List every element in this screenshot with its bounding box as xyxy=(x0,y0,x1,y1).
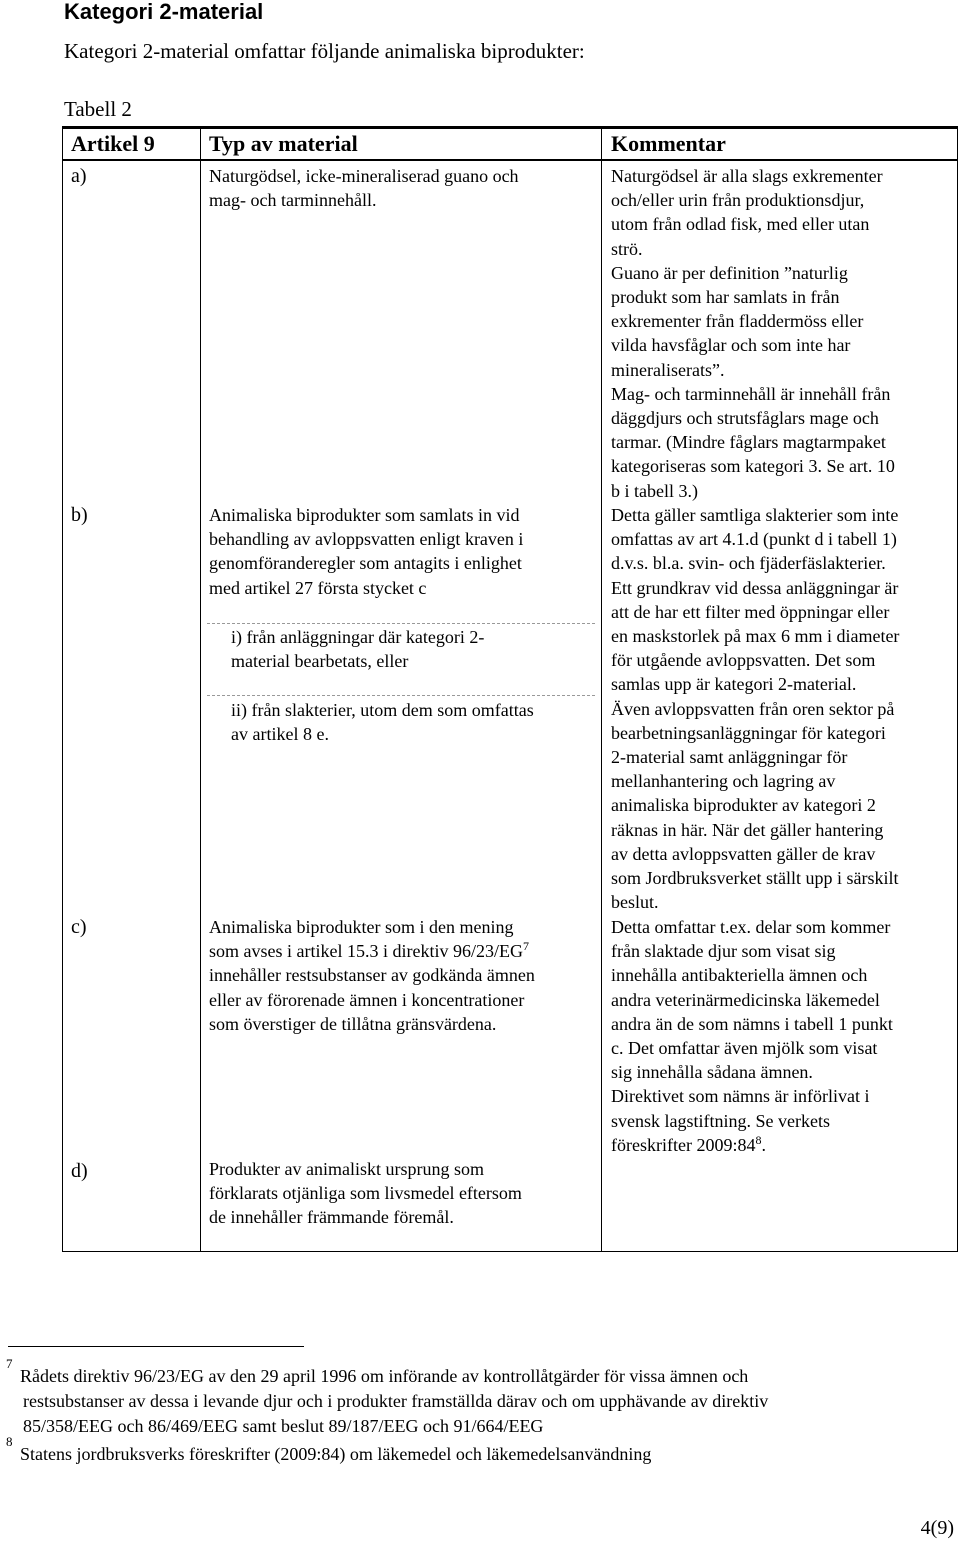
page-number: 4(9) xyxy=(920,1517,954,1539)
text-line: Ett grundkrav vid dessa anläggningar är xyxy=(611,577,899,598)
row-b-material xyxy=(209,503,523,600)
text-line: andra veterinärmedicinska läkemedel xyxy=(611,989,880,1010)
text-line: innehålla antibakteriella ämnen och xyxy=(611,965,868,986)
footnote-8-text: Statens jordbruksverks föreskrifter (2009:84) om läkemedel och läkemedelsanvändning xyxy=(20,1444,652,1464)
footnote-rule xyxy=(8,1346,304,1347)
text-line: Guano är per definition ”naturlig xyxy=(611,262,848,283)
footnote-7-number: 7 xyxy=(6,1356,13,1371)
sub-divider-1 xyxy=(207,623,595,624)
row-letter-b: b) xyxy=(71,504,88,526)
text-line: omfattas av art 4.1.d (punkt d i tabell 1) xyxy=(611,529,897,550)
row-a-material xyxy=(209,164,519,212)
text-line: mineraliserats”. xyxy=(611,359,725,380)
text-line: samlas upp är kategori 2-material. xyxy=(611,674,857,695)
text-line: tarmar. (Mindre fåglars magtarmpaket xyxy=(611,432,886,453)
header-artikel: Artikel 9 xyxy=(71,131,155,156)
row-d-material xyxy=(209,1157,522,1230)
footnote-ref-8: 8 xyxy=(755,1132,762,1147)
material-table xyxy=(62,126,958,1252)
text-line: strö. xyxy=(611,238,643,259)
column-divider-1 xyxy=(200,129,201,1251)
text-line: Naturgödsel är alla slags exkrementer xyxy=(611,166,883,186)
text-line: svensk lagstiftning. Se verkets xyxy=(611,1110,830,1131)
text-line: sig innehålla sådana ämnen. xyxy=(611,1062,813,1083)
row-letter-d: d) xyxy=(71,1160,88,1182)
text-line: animaliska biprodukter av kategori 2 xyxy=(611,795,876,816)
text-line: behandling av avloppsvatten enligt kraven i xyxy=(209,529,524,550)
row-b-sub-i xyxy=(231,625,484,673)
text-line: exkrementer från fladdermöss eller xyxy=(611,311,864,332)
footnote-7-line: restsubstanser av dessa i levande djur och i produkter framställda därav och om upphävande av direktiv xyxy=(23,1391,769,1411)
footnote-7-line: 85/358/EEG och 86/469/EEG samt beslut 89/187/EEG och 91/664/EEG xyxy=(23,1416,544,1436)
text-line: eller av förorenade ämnen i koncentrationer xyxy=(209,989,525,1010)
footnote-7-line: Rådets direktiv 96/23/EG av den 29 april 1996 om införande av kontrollåtgärder för vissa ämnen och xyxy=(20,1366,749,1386)
text-line: Animaliska biprodukter som i den mening xyxy=(209,917,514,937)
text-line: de innehåller främmande föremål. xyxy=(209,1207,454,1228)
row-c-material xyxy=(209,915,535,1036)
text-line: som överstiger de tillåtna gränsvärdena. xyxy=(209,1013,497,1034)
text-line: vilda havsfåglar och som inte har xyxy=(611,335,851,356)
text-line: material bearbetats, eller xyxy=(231,651,409,672)
text-line: utom från odlad fisk, med eller utan xyxy=(611,214,870,235)
text-line xyxy=(611,1133,893,1157)
text-span: föreskrifter 2009:84 xyxy=(611,1134,756,1155)
row-c-comment xyxy=(611,915,893,1157)
text-line: 2-material samt anläggningar för xyxy=(611,747,848,768)
text-line: andra än de som nämns i tabell 1 punkt xyxy=(611,1013,893,1034)
text-line: Även avloppsvatten från oren sektor på xyxy=(611,698,895,719)
text-line: en maskstorlek på max 6 mm i diameter xyxy=(611,626,900,647)
column-divider-2 xyxy=(601,129,602,1251)
text-line: av artikel 8 e. xyxy=(231,724,329,745)
text-line: av detta avloppsvatten gäller de krav xyxy=(611,843,876,864)
text-span: . xyxy=(761,1134,766,1155)
text-line: bearbetningsanläggningar för kategori xyxy=(611,722,886,743)
row-letter-a: a) xyxy=(71,165,87,187)
row-b-sub-ii xyxy=(231,698,534,746)
text-line: Detta omfattar t.ex. delar som kommer xyxy=(611,917,891,937)
header-divider xyxy=(63,159,957,161)
text-line: för utgående avloppsvatten. Det som xyxy=(611,650,876,671)
text-line: Animaliska biprodukter som samlats in vid xyxy=(209,505,520,525)
row-a-comment xyxy=(611,164,895,503)
text-span: som avses i artikel 15.3 i direktiv 96/23/EG xyxy=(209,941,523,962)
header-typ: Typ av material xyxy=(209,131,358,156)
text-line: produkt som har samlats in från xyxy=(611,287,840,308)
text-line: Direktivet som nämns är införlivat i xyxy=(611,1086,870,1107)
text-line: b i tabell 3.) xyxy=(611,480,698,501)
text-line: genomföranderegler som antagits i enlighet xyxy=(209,553,522,574)
row-b-comment xyxy=(611,503,899,914)
text-line: från slaktade djur som visat sig xyxy=(611,941,836,962)
text-line: kategoriseras som kategori 3. Se art. 10 xyxy=(611,456,895,477)
text-line: att de har ett filter med öppningar eller xyxy=(611,601,890,622)
text-line: i) från anläggningar där kategori 2- xyxy=(231,627,485,647)
text-line: förklarats otjänliga som livsmedel eftersom xyxy=(209,1183,522,1204)
text-line: c. Det omfattar även mjölk som visat xyxy=(611,1038,878,1059)
text-line: Detta gäller samtliga slakterier som inte xyxy=(611,505,899,525)
text-line: ii) från slakterier, utom dem som omfattas xyxy=(231,700,534,720)
table-caption: Tabell 2 xyxy=(64,97,132,121)
text-line: och/eller urin från produktionsdjur, xyxy=(611,190,865,211)
text-line: som Jordbruksverket ställt upp i särskilt xyxy=(611,868,899,889)
text-line: däggdjurs och strutsfåglars mage och xyxy=(611,408,879,429)
text-line: Produkter av animaliskt ursprung som xyxy=(209,1159,484,1179)
text-line xyxy=(209,939,535,963)
intro-text: Kategori 2-material omfattar följande animaliska biprodukter: xyxy=(64,39,585,63)
text-line: innehåller restsubstanser av godkända ämnen xyxy=(209,965,535,986)
row-letter-c: c) xyxy=(71,916,87,938)
text-line: med artikel 27 första stycket c xyxy=(209,577,427,598)
text-line: beslut. xyxy=(611,892,659,913)
footnote-ref-7: 7 xyxy=(522,939,529,954)
text-line: mag- och tarminnehåll. xyxy=(209,190,377,211)
footnote-8-number: 8 xyxy=(6,1434,13,1449)
header-kommentar: Kommentar xyxy=(611,131,726,156)
section-heading: Kategori 2-material xyxy=(64,0,264,24)
text-line: Mag- och tarminnehåll är innehåll från xyxy=(611,383,891,404)
sub-divider-2 xyxy=(207,695,595,696)
text-line: räknas in här. När det gäller hantering xyxy=(611,819,884,840)
text-line: Naturgödsel, icke-mineraliserad guano och xyxy=(209,166,519,186)
text-line: d.v.s. bl.a. svin- och fjäderfäslakterier. xyxy=(611,553,886,574)
text-line: mellanhantering och lagring av xyxy=(611,771,836,792)
